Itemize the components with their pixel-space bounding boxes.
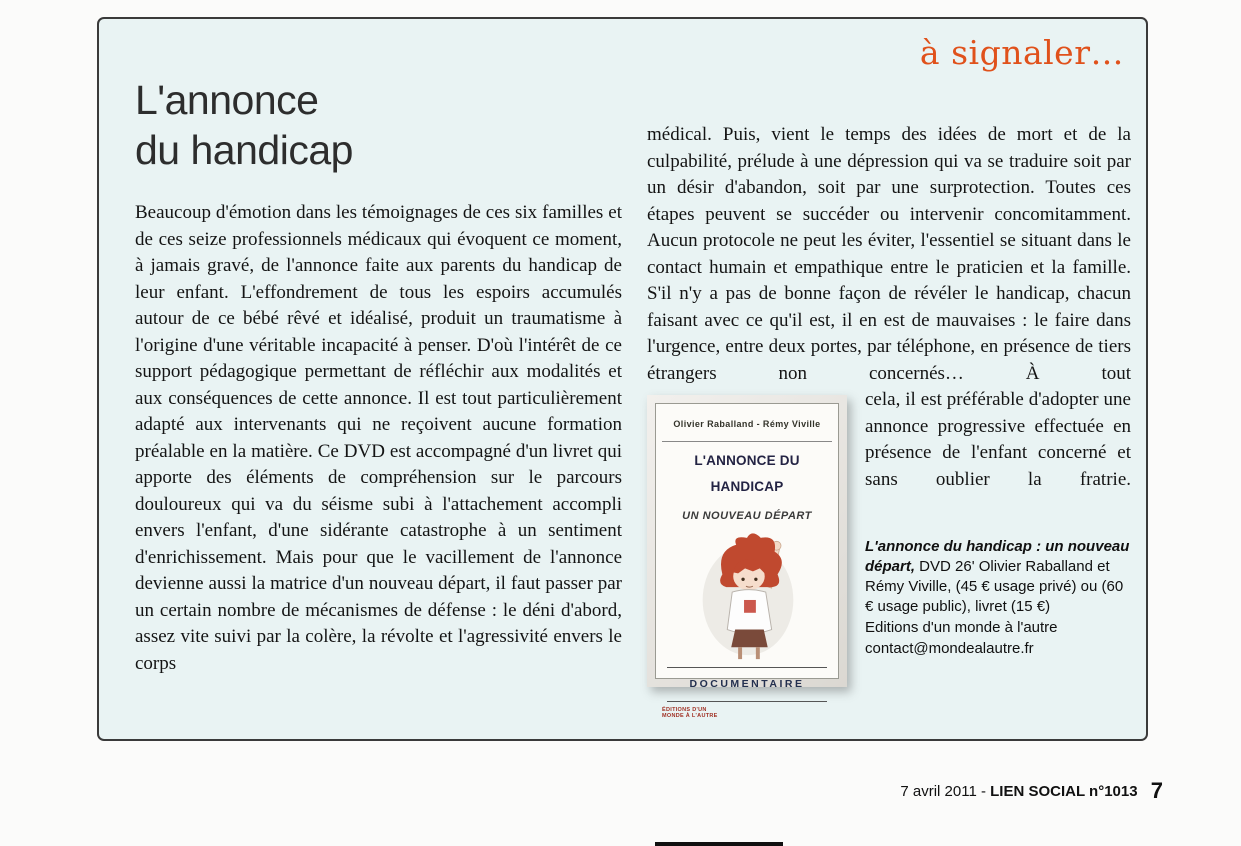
article-title-line2: du handicap [135, 127, 353, 174]
article-column-left [135, 200, 622, 677]
caption-title: L'annonce du handicap : un nouveau départ, [865, 538, 1130, 575]
dvd-cover-title: L'ANNONCE DU HANDICAP [694, 452, 800, 494]
dvd-cover-publisher-logo: ÉDITIONS D'UN MONDE À L'AUTRE [662, 706, 718, 720]
article-column-right [647, 122, 1131, 720]
section-header: à signaler… [919, 33, 1124, 72]
article-paragraph: Beaucoup d'émotion dans les témoignages de ces six familles et de ces seize professionnels médicaux qui évoquent ce moment, à jamais gravé, de l'annonce faite aux parents du handicap de leur enfant. L'effondrement de tous les espoirs accumulés autour de ce bébé rêvé et idéalisé, produit un traumatisme à l'origine d'une véritable incapacité à penser. D'où l'intérêt de ce support pédagogique permettant de réfléchir aux modalités et aux conséquences de cette annonce. Il est tout particulièrement adapté aux intervenants qui ne reçoivent aucune formation préalable en la matière. Ce DVD est accompagné d'un livret qui apporte des éléments de compréhension sur le parcours douloureux qui va du séisme subi à l'attachement accompli envers l'enfant, d'une sidérante catastrophe à un sentiment d'enrichissement. Mais pour que le vacillement de l'annonce devienne aussi la matrice d'un nouveau départ, il faut passer par un certain nombre de mécanismes de défense : le déni d'abord, assez vite suivi par la colère, la révolte et l'agressivité envers le corps [135, 202, 622, 674]
page-footer [900, 778, 1163, 804]
dvd-cover-authors: Olivier Raballand - Rémy Viville [662, 411, 832, 442]
caption-contact-email: contact@mondealautre.fr [865, 640, 1034, 657]
caption-details: DVD 26' Olivier Raballand et Rémy Viville, (45 € usage privé) ou (60 € usage public), livret (15 €) [865, 558, 1124, 615]
article-paragraph-wrap: cela, il est préférable d'adopter une annonce progressive effectuée en présence de l'enfant concerné et sans oublier la fratrie. [865, 389, 1131, 490]
article-title-line1: L'annonce [135, 77, 319, 123]
dvd-cover [655, 403, 839, 720]
dvd-cover-subtitle: UN NOUVEAU DÉPART [682, 509, 812, 522]
dvd-cover-photo [647, 395, 847, 720]
footer-magazine-name: LIEN SOCIAL n°1013 [990, 783, 1138, 800]
page-number: 7 [1150, 778, 1163, 803]
magazine-page [97, 17, 1148, 741]
article-paragraph: médical. Puis, vient le temps des idées de mort et de la culpabilité, prélude à une dépression qui va se traduire soit par un désir d'abandon, soit par une surprotection. Toutes ces étapes peuvent se succéder ou intervenir concomitamment. Aucun protocole ne peut les éviter, l'essentiel se situant dans le contact humain et empathique entre le praticien et la famille. S'il n'y a pas de bonne façon de révéler le handicap, chacun faisant avec ce qu'il est, il en est de mauvaises : le faire dans l'urgence, entre deux portes, par téléphone, en présence de tiers étrangers non concernés… À tout [647, 124, 1131, 384]
caption-publisher: Editions d'un monde à l'autre [865, 619, 1058, 636]
footer-date: 7 avril 2011 - [900, 783, 991, 800]
scan-artifact [655, 842, 783, 846]
dvd-cover-illustration [662, 529, 832, 667]
dvd-cover-genre: DOCUMENTAIRE [667, 667, 827, 702]
article-title [135, 75, 353, 175]
